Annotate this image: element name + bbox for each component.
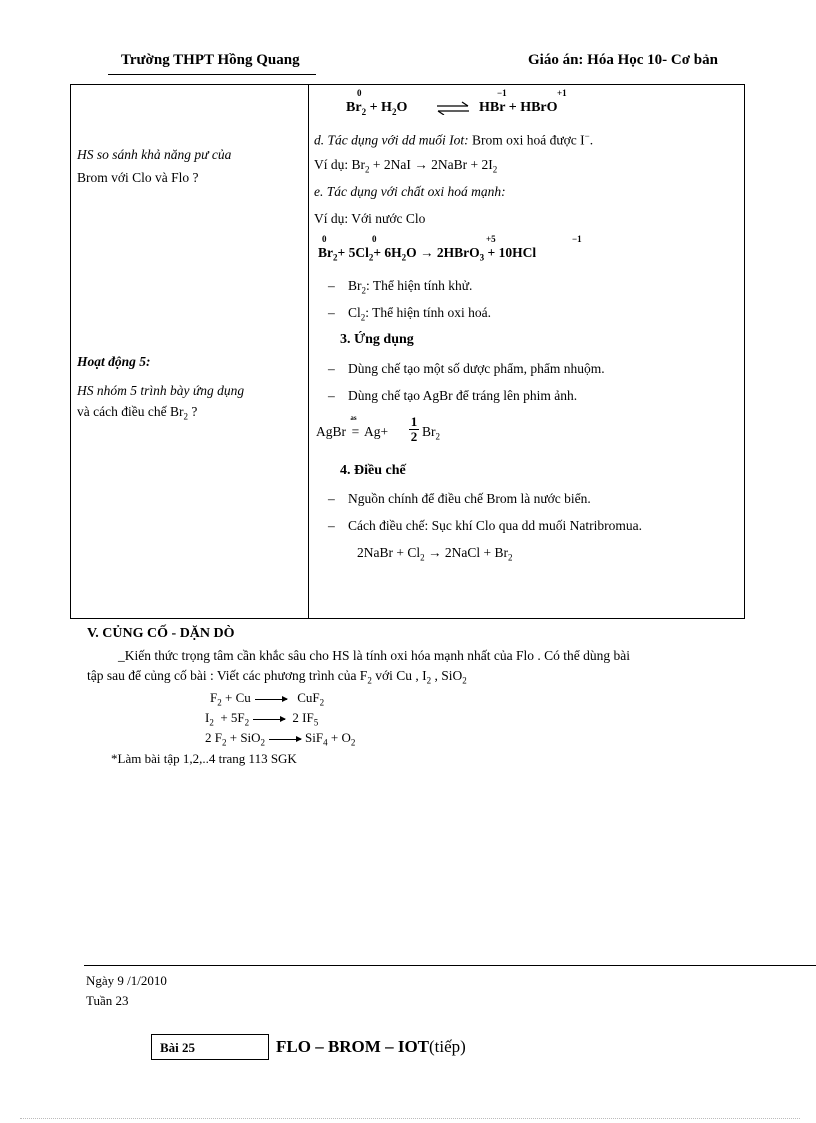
r1-sub2: 2	[319, 697, 325, 708]
eq1-plus: +	[505, 100, 521, 115]
example-1	[314, 157, 497, 175]
header-underline	[108, 74, 316, 75]
prep-2-text: Cách điều chế: Sục khí Clo qua dd muối Natribromua.	[348, 518, 642, 533]
review-line2-c: , SiO	[431, 668, 463, 683]
section-d-sup: −	[584, 131, 590, 141]
lesson-date: Ngày 9 /1/2010	[86, 973, 167, 988]
lesson-title-suffix: (tiếp)	[429, 1037, 466, 1056]
r3-sub3: 4	[323, 737, 328, 748]
ox-hbr: −1	[497, 88, 507, 98]
arrow-icon	[269, 739, 301, 740]
arrow-icon	[255, 699, 287, 700]
r1-lhs: F	[210, 690, 218, 705]
r2-rhs: 2 IF	[292, 710, 314, 725]
cl2-role-sub: 2	[360, 312, 366, 323]
ox-eq2-cl: 0	[372, 234, 377, 244]
activity-task-line1: HS nhóm 5 trình bày ứng dụng	[77, 383, 245, 398]
ox-hbro: +1	[557, 88, 567, 98]
review-line2-b: với Cu , I	[371, 668, 427, 683]
school-name: Trường THPT Hồng Quang	[121, 52, 300, 68]
br2-role-sub: 2	[361, 285, 366, 296]
use-item-1	[328, 361, 605, 377]
eq1-br2-sub: 2	[361, 106, 367, 117]
ex1-rest: + 2NaI → 2NaBr + 2I	[369, 157, 493, 172]
br2-role-text: : Thể hiện tính khử.	[366, 278, 473, 293]
agbr-equation	[316, 414, 389, 440]
use-1-text: Dùng chế tạo một số dược phẩm, phẩm nhuộm.	[348, 361, 605, 376]
dash-bullet: –	[328, 388, 335, 403]
r2-sub1: 2	[209, 717, 214, 728]
reaction-3	[205, 730, 355, 748]
eq2-sub-d: 3	[479, 252, 485, 263]
compare-question-line1: HS so sánh khả năng pư của	[77, 147, 232, 162]
r1-mid: + Cu	[221, 690, 251, 705]
eq1-hbro: HBrO	[520, 100, 558, 115]
dash-bullet: –	[328, 361, 335, 376]
arrow-icon	[253, 719, 285, 720]
half-fraction	[409, 415, 419, 444]
prep-eq-rhs: → 2NaCl + Br	[424, 545, 508, 560]
review-sub-f2: 2	[367, 675, 372, 686]
example-2: Ví dụ: Với nước Clo	[314, 211, 426, 226]
section-3-heading: 3. Ứng dụng	[340, 332, 414, 347]
agbr-br2	[422, 424, 440, 442]
section-d-text: Brom oxi hoá được I	[468, 132, 585, 148]
ox-eq2-hcl: −1	[572, 234, 582, 244]
table-column-divider	[308, 84, 309, 619]
eq1-o: O	[396, 100, 408, 115]
as-equals: as =	[350, 414, 360, 439]
eq2-e: + 10HCl	[484, 245, 537, 260]
r1-rhs: CuF	[297, 690, 320, 705]
section-d-title: d. Tác dụng với dd muối Iot:	[314, 132, 469, 148]
ex1-a: Ví dụ: Br	[314, 157, 366, 172]
equation-br2-cl2	[318, 234, 582, 263]
agbr-br2-sub: 2	[435, 431, 440, 442]
dash-bullet: –	[328, 491, 335, 506]
equation-br2-water	[346, 88, 408, 117]
lesson-title	[276, 1037, 466, 1057]
r1-sub1: 2	[217, 697, 222, 708]
dash-bullet: –	[328, 278, 335, 293]
review-line2-a: tập sau để củng cố bài : Viết các phương trình của F	[87, 668, 368, 683]
task2-end: ?	[187, 404, 198, 419]
prep-eq-sub2: 2	[508, 552, 513, 563]
dash-bullet: –	[328, 305, 335, 320]
cl2-role-text: : Thể hiện tính oxi hoá.	[365, 305, 491, 320]
r3-rhs2: + O	[327, 730, 351, 745]
r3-lhs: 2 F	[205, 730, 222, 745]
review-sub-sio2: 2	[462, 675, 467, 686]
r3-sub2: 2	[260, 737, 266, 748]
r2-sub3: 5	[313, 717, 319, 728]
use-2-text: Dùng chế tạo AgBr để tráng lên phim ảnh.	[348, 388, 578, 403]
r3-mid: + SiO	[226, 730, 261, 745]
page-bottom-dotted-line	[20, 1118, 800, 1119]
br2-role	[328, 278, 472, 296]
agbr-rhs: Ag+	[364, 424, 389, 439]
eq2-b: + 5Cl	[337, 245, 369, 260]
r3-rhs: SiF	[305, 730, 324, 745]
use-item-2	[328, 388, 577, 404]
subject-title: Giáo án: Hóa Học 10- Cơ bản	[528, 52, 718, 68]
prep-eq-sub1: 2	[420, 552, 425, 563]
reaction-2	[205, 710, 318, 728]
br2-role-label: Br	[348, 278, 362, 293]
eq2-c: + 6H	[373, 245, 402, 260]
prep-item-2	[328, 518, 642, 534]
section-e-title: e. Tác dụng với chất oxi hoá mạnh:	[314, 184, 506, 199]
fraction-denominator: 2	[410, 429, 418, 444]
activity-heading: Hoạt động 5:	[77, 354, 151, 369]
compare-question-line2: Brom với Clo và Flo ?	[77, 170, 199, 185]
task2-sub: 2	[183, 411, 188, 422]
agbr-lhs: AgBr	[316, 424, 346, 439]
review-sub-i2: 2	[426, 675, 432, 686]
dash-bullet: –	[328, 518, 335, 533]
compare-question	[77, 147, 231, 163]
activity-task-line2	[77, 404, 197, 422]
equilibrium-arrow-icon	[436, 101, 470, 115]
as-label: as	[350, 414, 357, 422]
homework: *Làm bài tập 1,2,..4 trang 113 SGK	[111, 751, 297, 766]
cl2-role-label: Cl	[348, 305, 361, 320]
lesson-week: Tuần 23	[86, 993, 129, 1008]
r3-sub4: 2	[350, 737, 356, 748]
eq1-h2o-sub: 2	[391, 106, 397, 117]
eq2-sub-b: 2	[368, 252, 374, 263]
fraction-numerator: 1	[410, 414, 418, 429]
prep-equation	[357, 545, 513, 563]
section-4-heading: 4. Điều chế	[340, 463, 406, 478]
r2-mid: + 5F	[217, 710, 245, 725]
review-line-2	[87, 668, 467, 686]
prep-eq-lhs: 2NaBr + Cl	[357, 545, 421, 560]
r2-lhs: I	[205, 710, 210, 725]
eq1-br2: Br	[346, 100, 362, 115]
eq2-a: Br	[318, 245, 333, 260]
lesson-title-main: FLO – BROM – IOT	[276, 1037, 430, 1056]
r2-sub2: 2	[244, 717, 250, 728]
ex1-sub2: 2	[492, 164, 498, 175]
section-d-end: .	[589, 132, 594, 148]
eq2-d: O → 2HBrO	[406, 245, 480, 260]
eq2-sub-c: 2	[401, 252, 407, 263]
review-title: V. CỦNG CỐ - DẶN DÒ	[87, 626, 235, 641]
ex1-sub1: 2	[365, 164, 370, 175]
eq1-hbr: HBr	[479, 100, 506, 115]
lesson-number: Bài 25	[160, 1040, 196, 1055]
ox-eq2-br: 0	[322, 234, 327, 244]
ox-eq2-brO3: +5	[486, 234, 496, 244]
prep-item-1	[328, 491, 591, 507]
section-d	[314, 131, 593, 149]
cl2-role	[328, 305, 491, 323]
ox-br2: 0	[357, 88, 362, 98]
eq2-sub-a: 2	[333, 252, 338, 263]
prep-1-text: Nguồn chính để điều chế Brom là nước biển.	[348, 491, 591, 506]
section-divider	[84, 965, 816, 966]
eq1-plus-h2o: + H	[366, 100, 392, 115]
review-line-1: _Kiến thức trọng tâm cần khắc sâu cho HS là tính oxi hóa mạnh nhất của Flo . Có thể dùng bài	[118, 648, 630, 663]
equation-products	[479, 88, 567, 116]
task2-text: và cách điều chế Br	[77, 404, 184, 419]
r3-sub1: 2	[221, 737, 227, 748]
reaction-1	[210, 690, 324, 708]
agbr-br2-text: Br	[422, 424, 436, 439]
